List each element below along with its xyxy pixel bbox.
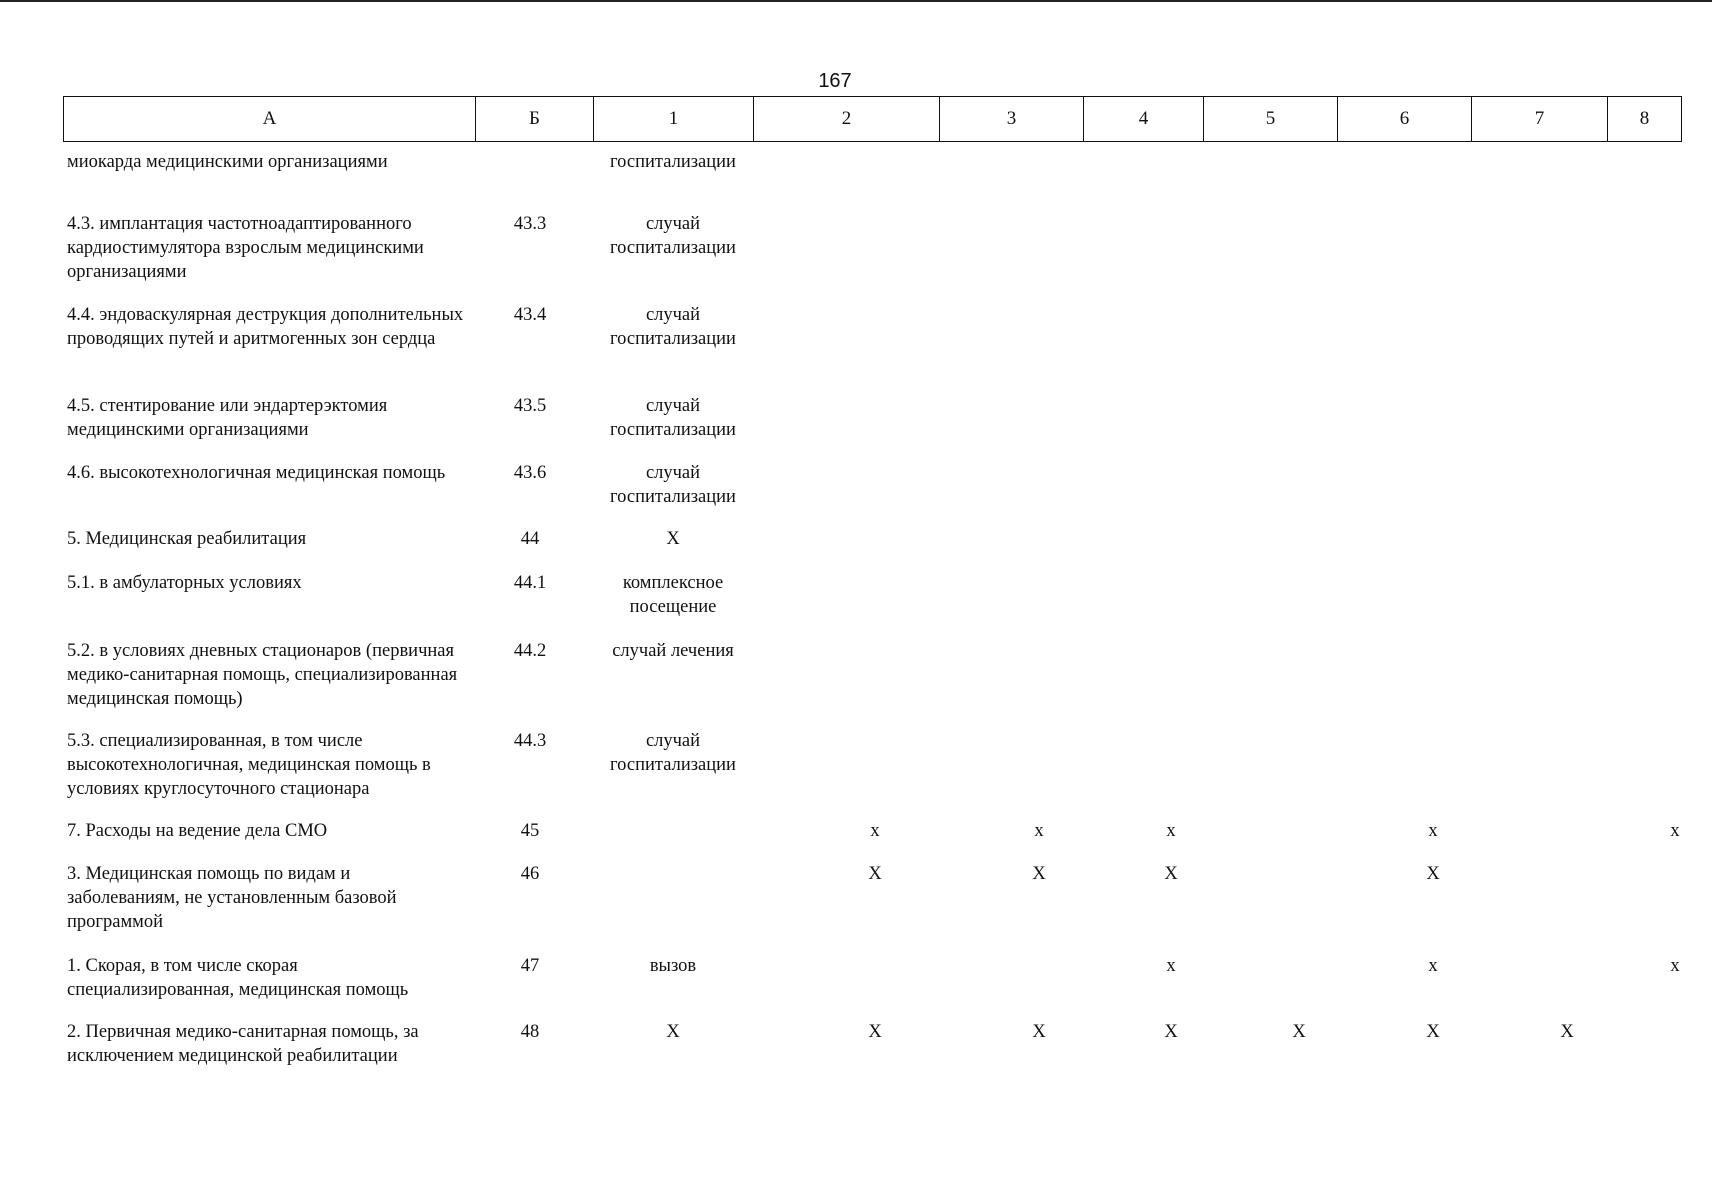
row-label: 1. Скорая, в том числе скорая специализированная, медицинская помощь [67, 956, 409, 1000]
header-col-2: 2 [754, 97, 940, 142]
row-mark-col-2: X [868, 864, 882, 884]
row-label: 2. Первичная медико-санитарная помощь, за исключением медицинской реабилитации [67, 1022, 419, 1066]
row-mark-col-3: X [1032, 864, 1046, 884]
table-row [63, 527, 1685, 571]
row-label: 4.3. имплантация частотноадаптированного кардиостимулятора взрослым медицинскими организациями [67, 214, 424, 282]
row-unit: случай госпитализации [610, 731, 736, 775]
table-row [63, 303, 1685, 394]
row-unit: вызов [649, 956, 697, 976]
header-col-a: А [64, 97, 476, 142]
top-rule [0, 0, 1712, 2]
row-label: 5.3. специализированная, в том числе высокотехнологичная, медицинская помощь в условиях круглосуточного стационара [67, 731, 431, 799]
header-col-7: 7 [1472, 97, 1608, 142]
row-code: 43.6 [513, 463, 547, 483]
row-mark-col-5: X [1292, 1022, 1306, 1042]
row-code: 43.4 [513, 305, 547, 325]
row-code: 43.3 [513, 214, 547, 234]
table-row [63, 954, 1685, 1020]
row-label: 5.2. в условиях дневных стационаров (первичная медико-санитарная помощь, специализированная медицинская помощь) [67, 641, 458, 709]
row-label: миокарда медицинскими организациями [67, 152, 388, 172]
row-mark-col-4: x [1166, 956, 1176, 976]
row-mark-col-6: x [1428, 956, 1438, 976]
row-mark-col-3: x [1034, 821, 1044, 841]
header-col-b: Б [476, 97, 594, 142]
row-label: 4.6. высокотехнологичная медицинская помощь [67, 463, 446, 483]
row-code: 47 [520, 956, 540, 976]
header-col-4: 4 [1084, 97, 1204, 142]
table-row [63, 819, 1685, 862]
table-row [63, 729, 1685, 819]
row-label: 7. Расходы на ведение дела СМО [67, 821, 328, 841]
header-col-3: 3 [940, 97, 1084, 142]
row-unit: случай госпитализации [610, 214, 736, 258]
table-row [63, 1020, 1685, 1080]
row-label: 5. Медицинская реабилитация [67, 529, 307, 549]
row-code: 44.1 [513, 573, 547, 593]
column-header-table [63, 96, 1682, 142]
row-mark-col-3: X [1032, 1022, 1046, 1042]
row-mark-col-6: x [1428, 821, 1438, 841]
table-body [63, 150, 1685, 1080]
row-unit: X [666, 1022, 680, 1042]
row-mark-col-4: X [1164, 864, 1178, 884]
row-mark-col-6: X [1426, 1022, 1440, 1042]
header-col-1: 1 [594, 97, 754, 142]
row-mark-col-2: X [868, 1022, 882, 1042]
table-row [63, 571, 1685, 639]
row-label: 4.4. эндоваскулярная деструкция дополнительных проводящих путей и аритмогенных зон сердца [67, 305, 464, 349]
row-code: 46 [520, 864, 540, 884]
row-mark-col-2: x [870, 821, 880, 841]
table-row [63, 639, 1685, 729]
row-mark-col-4: x [1166, 821, 1176, 841]
row-unit: X [666, 529, 680, 549]
row-unit: комплексное посещение [622, 573, 724, 617]
page-number: 167 [818, 70, 852, 92]
row-label: 5.1. в амбулаторных условиях [67, 573, 302, 593]
row-label: 4.5. стентирование или эндартерэктомия медицинскими организациями [67, 396, 388, 440]
row-unit: случай лечения [612, 641, 734, 661]
row-code: 43.5 [513, 396, 547, 416]
row-unit: госпитализации [610, 152, 736, 172]
table-row [63, 212, 1685, 303]
row-code: 44 [520, 529, 540, 549]
row-code: 44.3 [513, 731, 547, 751]
table-row [63, 150, 1685, 212]
row-unit: случай госпитализации [610, 305, 736, 349]
row-mark-col-8: x [1670, 956, 1680, 976]
table-row [63, 394, 1685, 461]
header-col-5: 5 [1204, 97, 1338, 142]
row-mark-col-7: X [1560, 1022, 1574, 1042]
table-row [63, 461, 1685, 527]
row-unit: случай госпитализации [610, 463, 736, 507]
row-mark-col-4: X [1164, 1022, 1178, 1042]
row-code: 48 [520, 1022, 540, 1042]
row-code: 45 [520, 821, 540, 841]
row-code: 44.2 [513, 641, 547, 661]
row-mark-col-8: x [1670, 821, 1680, 841]
row-unit: случай госпитализации [610, 396, 736, 440]
row-label: 3. Медицинская помощь по видам и заболеваниям, не установленным базовой программой [67, 864, 397, 932]
header-col-8: 8 [1608, 97, 1682, 142]
header-col-6: 6 [1338, 97, 1472, 142]
row-mark-col-6: X [1426, 864, 1440, 884]
table-row [63, 862, 1685, 954]
